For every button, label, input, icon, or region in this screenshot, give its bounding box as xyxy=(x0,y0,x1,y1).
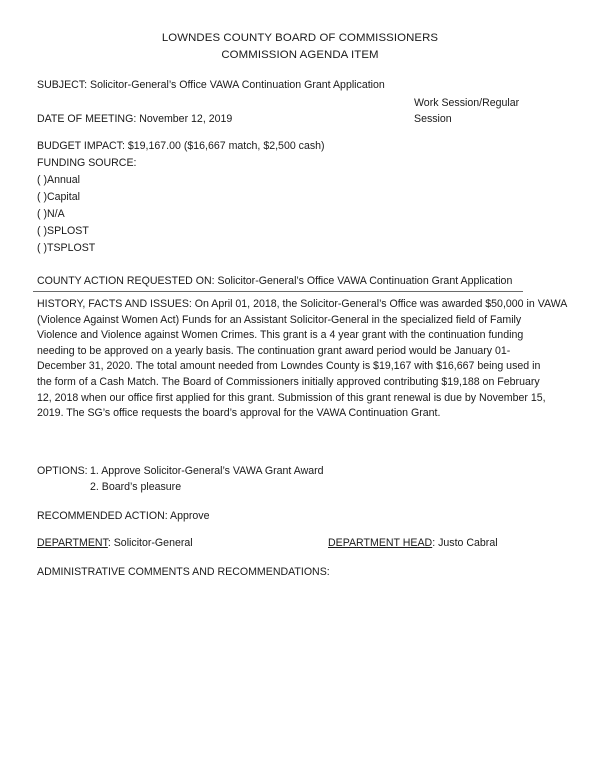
department-value: : Solicitor-General xyxy=(107,537,193,549)
department-line xyxy=(37,537,193,549)
recommended-action-value: Approve xyxy=(170,510,210,522)
recommended-action-label: RECOMMENDED ACTION: xyxy=(37,510,168,522)
history-facts-issues xyxy=(37,297,568,422)
board-title: LOWNDES COUNTY BOARD OF COMMISSIONERS xyxy=(161,32,439,44)
meeting-date-line xyxy=(37,113,232,125)
budget-impact-label: BUDGET IMPACT: xyxy=(37,140,125,152)
department-head-line xyxy=(328,537,498,549)
history-line: December 31, 2020. The total amount needed from Lowndes County is $19,167 with $16,667 being used in xyxy=(37,360,541,373)
meeting-date-label: DATE OF MEETING: xyxy=(37,113,137,125)
subject-label: SUBJECT: xyxy=(37,79,88,91)
session-type-line1: Work Session/Regular xyxy=(414,97,520,109)
option-label: SPLOST xyxy=(47,225,89,237)
option-label: Annual xyxy=(47,174,80,186)
history-line: needing to be approved on a yearly basis. The continuation grant award period would be January 01- xyxy=(37,344,511,357)
option-checkbox-mark: ( ) xyxy=(37,242,47,254)
funding-option-annual xyxy=(37,174,80,186)
recommended-action-line xyxy=(37,510,210,522)
department-head-value: : Justo Cabral xyxy=(432,537,498,549)
admin-comments-label: ADMINISTRATIVE COMMENTS AND RECOMMENDATIONS: xyxy=(37,566,330,578)
options-label: OPTIONS: xyxy=(37,465,88,477)
option-item-1: 1. Approve Solicitor-General’s VAWA Grant Award xyxy=(90,465,324,477)
funding-option-tsplost xyxy=(37,242,95,254)
meeting-date-value: November 12, 2019 xyxy=(139,113,233,125)
funding-option-capital xyxy=(37,191,80,203)
section-divider xyxy=(33,291,523,292)
history-line: 2019. The SG’s office requests the board’s approval for the VAWA Continuation Grant. xyxy=(37,407,441,420)
county-action-value: Solicitor-General’s Office VAWA Continuation Grant Application xyxy=(217,275,513,287)
budget-impact-value: $19,167.00 ($16,667 match, $2,500 cash) xyxy=(127,140,325,152)
option-item-2: 2. Board’s pleasure xyxy=(90,481,182,493)
history-line: the form of a Cash Match. The Board of Commissioners initially approved contributing $19,188 on February xyxy=(37,375,540,388)
option-label: TSPLOST xyxy=(47,242,96,254)
county-action-label: COUNTY ACTION REQUESTED ON: xyxy=(37,275,215,287)
option-checkbox-mark: ( ) xyxy=(37,174,47,186)
budget-impact-line xyxy=(37,140,325,152)
department-head-label: DEPARTMENT HEAD xyxy=(328,537,433,549)
subject-line xyxy=(37,79,385,91)
history-line: HISTORY, FACTS AND ISSUES: On April 01, 2018, the Solicitor-General’s Office was awarded $50,000 in VAWA xyxy=(37,298,568,310)
county-action-line xyxy=(37,275,512,287)
session-type-line2: Session xyxy=(414,113,452,125)
history-line: (Violence Against Women Act) Funds for an Assistant Solicitor-General in the specialized field of Family xyxy=(37,313,522,326)
funding-option-na xyxy=(37,208,65,220)
option-checkbox-mark: ( ) xyxy=(37,225,47,237)
history-line: 12, 2018 when our office first applied for this grant. Submission of this grant renewal is due by November 15, xyxy=(37,391,546,404)
funding-source-label: FUNDING SOURCE: xyxy=(37,157,137,169)
funding-option-splost xyxy=(37,225,89,237)
option-checkbox-mark: ( ) xyxy=(37,191,47,203)
option-label: Capital xyxy=(47,191,80,203)
subject-value: Solicitor-General’s Office VAWA Continuation Grant Application xyxy=(90,79,385,91)
department-label: DEPARTMENT xyxy=(37,537,108,549)
option-checkbox-mark: ( ) xyxy=(37,208,47,220)
document-title: COMMISSION AGENDA ITEM xyxy=(221,49,379,61)
history-line: Violence and Violence against Women Crimes. This grant is a 4 year grant with the continuation funding xyxy=(37,329,524,342)
option-label: N/A xyxy=(47,208,65,220)
